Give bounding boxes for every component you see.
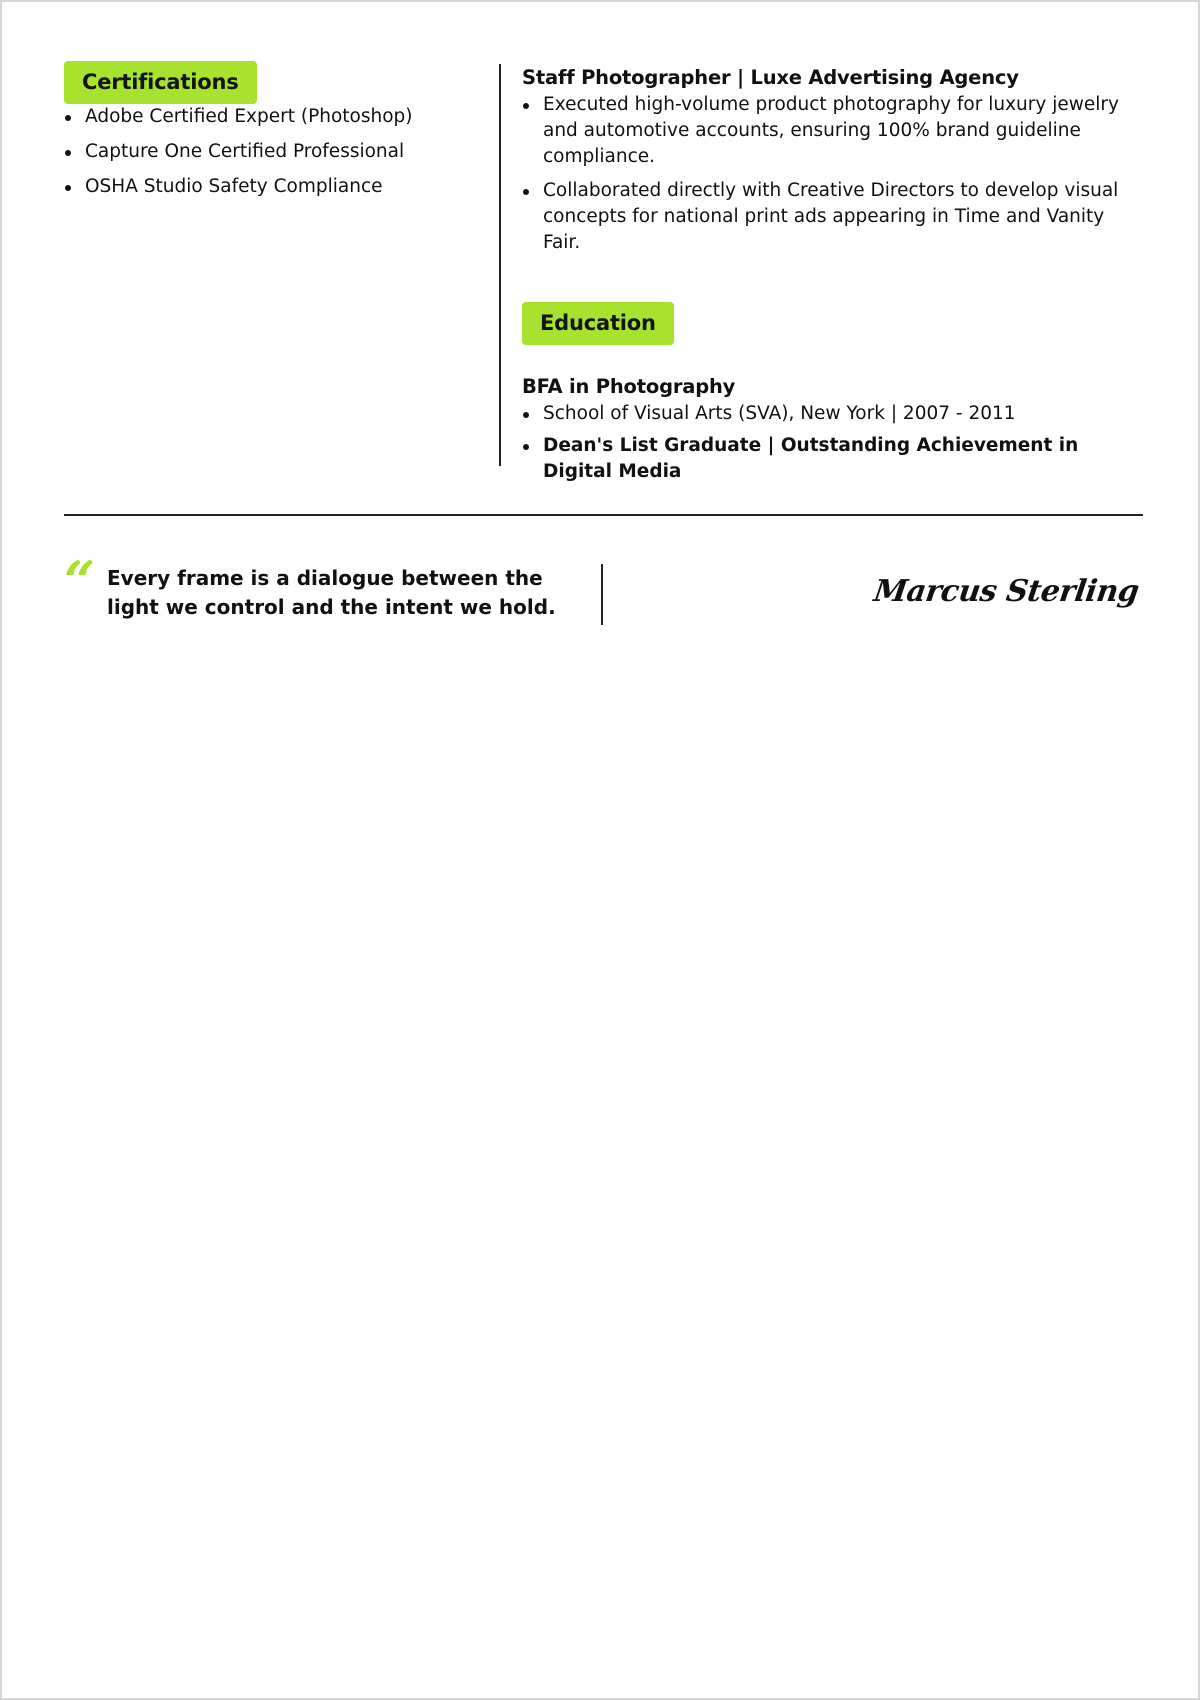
job-bullet: Executed high-volume product photography for luxury jewelry and automotive accounts, ensuring 100% brand guideline compliance. — [522, 92, 1142, 170]
education-bullets — [522, 401, 1142, 485]
degree-title: BFA in Photography — [522, 375, 736, 398]
right-column — [522, 64, 1142, 491]
signature: Marcus Sterling — [871, 574, 1141, 609]
job-title: Staff Photographer | Luxe Advertising Agency — [522, 66, 1019, 89]
certifications-heading: Certifications — [64, 61, 257, 104]
footer-divider — [601, 564, 603, 625]
certification-item: Adobe Certified Expert (Photoshop) — [64, 104, 484, 130]
quote-mark-icon: “ — [64, 549, 96, 613]
column-divider — [499, 64, 501, 466]
certifications-list — [64, 104, 484, 200]
certification-item: OSHA Studio Safety Compliance — [64, 174, 484, 200]
education-section — [522, 302, 1142, 485]
job-bullet: Collaborated directly with Creative Directors to develop visual concepts for national print ads appearing in Time and Vanity Fair. — [522, 178, 1142, 256]
education-bullet: School of Visual Arts (SVA), New York | 2007 - 2011 — [522, 401, 1142, 427]
education-heading: Education — [522, 302, 674, 345]
personal-quote: Every frame is a dialogue between the light we control and the intent we hold. — [107, 566, 556, 619]
certifications-section — [64, 61, 484, 209]
section-divider — [64, 514, 1143, 516]
experience-section — [522, 64, 1142, 256]
job-bullets — [522, 92, 1142, 256]
education-bullet: Dean's List Graduate | Outstanding Achievement in Digital Media — [522, 433, 1142, 485]
certification-item: Capture One Certified Professional — [64, 139, 484, 165]
